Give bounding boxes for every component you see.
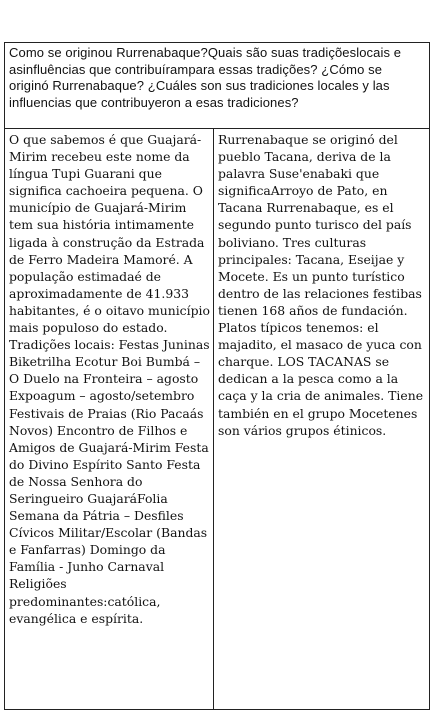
- spanish-answer-cell: Rurrenabaque se originó del pueblo Tacana, deriva de la palavra Suse'enabaki que significaArroyo de Pato, en Tacana Rurrenabaque, es el segundo punto turisco del país boliviano. Tres culturas principales: Tacana, Eseijae y Mocete. Es un punto turístico dentro de las relaciones festibas tienen 168 años de fundación. Platos típicos tenemos: el majadito, el masaco de yuca con charque. LOS TACANAS se dedican a la pesca como a la caça y la cria de animales. Tiene también en el grupo Mocetenes son vários grupos étinicos.: [218, 132, 424, 438]
- table-header-question: Como se originou Rurrenabaque?Quais são suas tradiçõeslocais e asinfluências que contribuírampara essas tradições? ¿Cómo se originó Rurrenabaque? ¿Cuáles son sus tradiciones locales y las influencias que contribuyeron a esas tradiciones?: [5, 43, 429, 129]
- portuguese-answer-cell: O que sabemos é que Guajará-Mirim recebeu este nome da língua Tupi Guarani que significa cachoeira pequena. O município de Guajará-Mirim tem sua história intimamente ligada à construção da Estrada de Ferro Madeira Mamoré. A população estimadaé de aproximadamente de 41.933 habitantes, é o oitavo município mais populoso do estado. Tradições locais: Festas Juninas Biketrilha Ecotur Boi Bumbá – O Duelo na Fronteira – agosto Expoagum – agosto/setembro Festivais de Praias (Rio Pacaás Novos) Encontro de Filhos e Amigos de Guajará-Mirim Festa do Divino Espírito Santo Festa de Nossa Senhora do Seringueiro GuajaráFolia Semana da Pátria – Desfiles Cívicos Militar/Escolar (Bandas e Fanfarras) Domingo da Família - Junho Carnaval Religiões predominantes:católica, evangélica e espírita.: [5, 129, 214, 709]
- bilingual-table: [4, 42, 430, 710]
